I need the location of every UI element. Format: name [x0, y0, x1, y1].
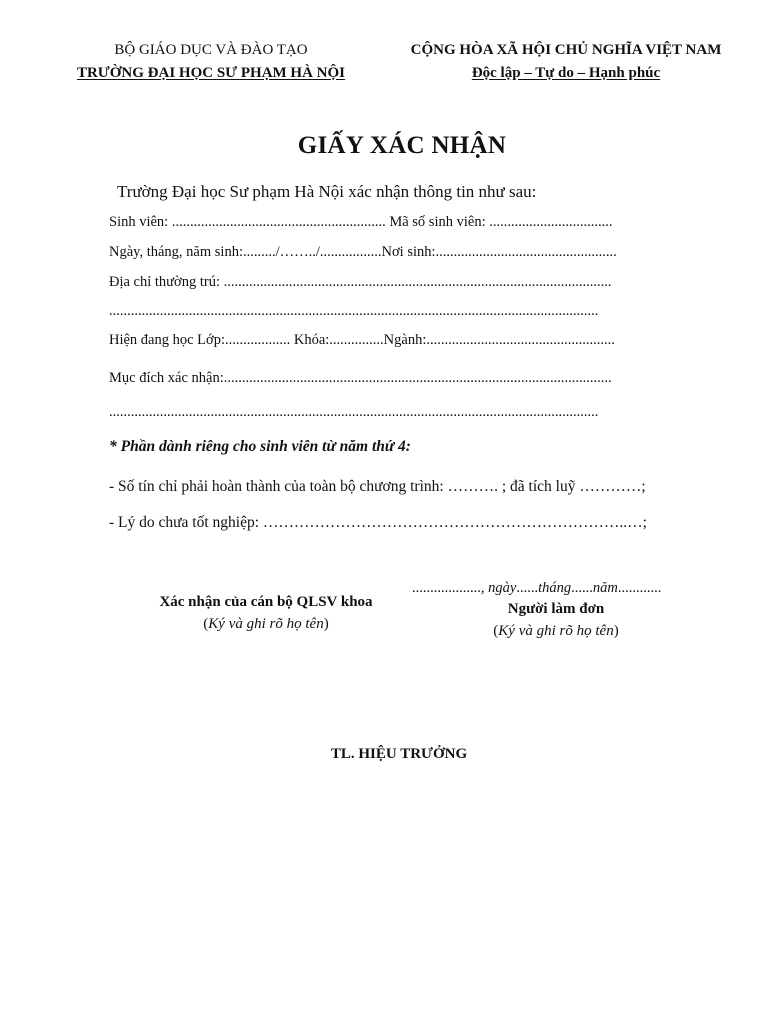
republic-name: CỘNG HÒA XÃ HỘI CHỦ NGHĨA VIỆT NAM — [410, 42, 722, 58]
birth-line: Ngày, tháng, năm sinh:........./……../.................Nơi sinh:.................................................. — [109, 244, 617, 260]
university-name: TRƯỜNG ĐẠI HỌC SƯ PHẠM HÀ NỘI — [76, 65, 346, 81]
date-day-label: ngày — [484, 580, 517, 596]
purpose-line: Mục đích xác nhận:........................................................................................................... — [109, 370, 612, 386]
left-note-text: Ký và ghi rõ họ tên — [208, 616, 324, 632]
right-note-close-paren: ) — [613, 623, 619, 639]
class-line: Hiện đang học Lớp:.................. Khóa:...............Ngành:.................................................... — [109, 332, 615, 348]
date-year-dots: ............ — [617, 580, 662, 596]
intro-text: Trường Đại học Sư phạm Hà Nội xác nhận thông tin như sau: — [117, 182, 537, 201]
date-place-dots: ..................., — [412, 580, 485, 596]
date-month-label: tháng — [538, 580, 572, 596]
left-note-open-paren: ( — [203, 616, 209, 632]
right-note-text: Ký và ghi rõ họ tên — [498, 623, 614, 639]
faculty-officer-signature-note — [110, 616, 422, 633]
not-graduated-reason-line: - Lý do chưa tốt nghiệp: ……………………………………………………………..…; — [109, 514, 647, 531]
applicant-signature-note — [404, 623, 708, 640]
student-name-line: Sinh viên: ........................................................... Mã số sinh viên: .................................. — [109, 214, 613, 230]
principal-signature-title: TL. HIỆU TRƯỞNG — [330, 746, 468, 762]
faculty-officer-signature-title: Xác nhận của cán bộ QLSV khoa — [159, 594, 373, 610]
final-year-section-heading: * Phần dành riêng cho sinh viên từ năm thứ 4: — [109, 438, 411, 455]
date-day-dots: ...... — [516, 580, 539, 596]
purpose-continuation-line: ....................................................................................................................................... — [109, 404, 599, 420]
ministry-name: BỘ GIÁO DỤC VÀ ĐÀO TẠO — [114, 42, 308, 58]
date-line — [412, 580, 661, 597]
national-motto: Độc lập – Tự do – Hạnh phúc — [471, 65, 661, 81]
right-note-open-paren: ( — [493, 623, 499, 639]
credits-line: - Số tín chỉ phải hoàn thành của toàn bộ chương trình: ………. ; đã tích luỹ …………; — [109, 478, 646, 495]
address-continuation-line: ....................................................................................................................................... — [109, 303, 599, 319]
applicant-signature-title: Người làm đơn — [507, 601, 605, 617]
date-year-label: năm — [592, 580, 618, 596]
date-month-dots: ...... — [571, 580, 593, 596]
left-note-close-paren: ) — [323, 616, 329, 632]
document-title: GIẤY XÁC NHẬN — [297, 132, 507, 159]
address-line: Địa chỉ thường trú: ........................................................................................................... — [109, 274, 612, 290]
